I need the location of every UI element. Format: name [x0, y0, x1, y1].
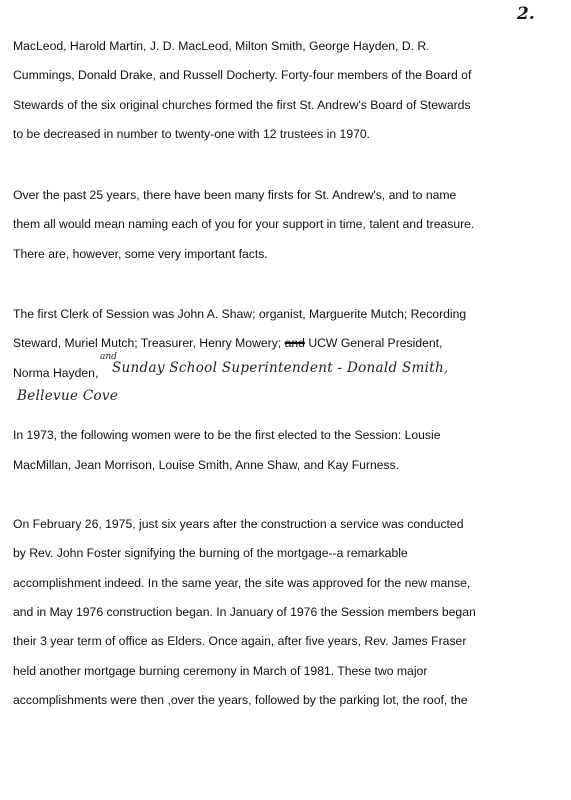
handwritten-insertion-and: and [100, 352, 117, 362]
handwritten-insertion-over-the-years: ,over the years, [167, 693, 252, 707]
paragraph-3-line-3 [13, 365, 98, 381]
paragraph-3-line-2-text-b: UCW General President, [304, 336, 443, 350]
paragraph-5-line-7-text-b: followed by the parking lot, the roof, the [251, 693, 468, 707]
paragraph-5-line-7-text-a: accomplishments were then [13, 693, 168, 707]
paragraph-2-line-2: them all would mean naming each of you for your support in time, talent and treasure. [13, 217, 475, 231]
handwritten-annotation-line-2: Bellevue Cove [17, 388, 119, 404]
paragraph-2-line-1: Over the past 25 years, there have been many firsts for St. Andrew's, and to name [13, 188, 457, 202]
paragraph-5-line-5: their 3 year term of office as Elders. Once again, after five years, Rev. James Fraser [13, 634, 467, 648]
struck-word: and [284, 336, 305, 350]
paragraph-3-line-1: The first Clerk of Session was John A. Shaw; organist, Marguerite Mutch; Recording [13, 307, 467, 321]
paragraph-1-line-4: to be decreased in number to twenty-one with 12 trustees in 1970. [13, 127, 371, 141]
paragraph-4-line-1: In 1973, the following women were to be the first elected to the Session: Lousie [13, 428, 441, 442]
paragraph-3-line-2 [13, 335, 442, 351]
paragraph-5-line-7 [13, 692, 468, 708]
paragraph-3-line-3-typed: Norma Hayden, [13, 366, 99, 380]
page-number: 2. [517, 4, 535, 24]
paragraph-2-line-3: There are, however, some very important facts. [13, 247, 268, 261]
paragraph-3-line-2-text-a: Steward, Muriel Mutch; Treasurer, Henry Mowery; [13, 336, 285, 350]
paragraph-5-line-3: accomplishment indeed. In the same year, the site was approved for the new manse, [13, 576, 471, 590]
handwritten-annotation-line-1: Sunday School Superintendent - Donald Smith, [112, 360, 449, 376]
paragraph-1-line-2: Cummings, Donald Drake, and Russell Docherty. Forty-four members of the Board of [13, 68, 472, 82]
paragraph-4-line-2: MacMillan, Jean Morrison, Louise Smith, Anne Shaw, and Kay Furness. [13, 458, 400, 472]
paragraph-5-line-4: and in May 1976 construction began. In January of 1976 the Session members began [13, 605, 476, 619]
paragraph-5-line-1: On February 26, 1975, just six years after the construction a service was conducted [13, 517, 464, 531]
paragraph-1-line-3: Stewards of the six original churches formed the first St. Andrew's Board of Stewards [13, 98, 471, 112]
paragraph-1-line-1: MacLeod, Harold Martin, J. D. MacLeod, Milton Smith, George Hayden, D. R. [13, 39, 430, 53]
paragraph-5-line-2: by Rev. John Foster signifying the burning of the mortgage--a remarkable [13, 546, 408, 560]
paragraph-5-line-6: held another mortgage burning ceremony in March of 1981. These two major [13, 664, 428, 678]
